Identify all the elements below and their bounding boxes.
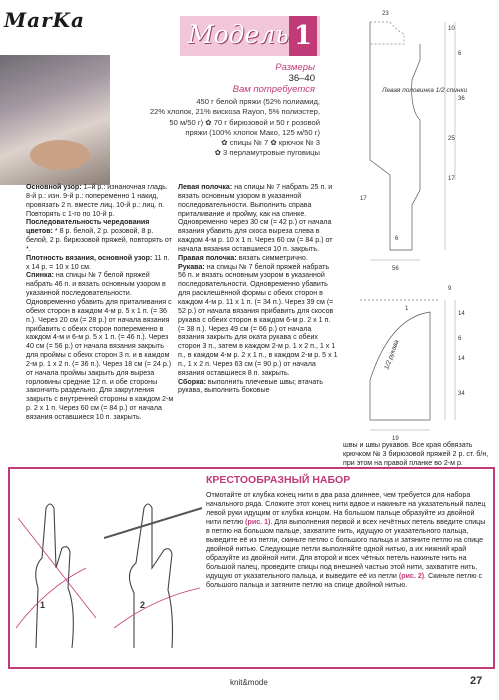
figure-2-ref: (рис. 2) xyxy=(398,572,425,580)
materials-line: 22% хлопок, 21% вискоза Rayon, 5% полиэстер, xyxy=(149,107,320,117)
schema-dim: 6 xyxy=(458,336,462,342)
column-1 xyxy=(26,183,174,422)
paragraph-heading: Сборка: xyxy=(178,377,208,386)
paragraph xyxy=(26,254,174,272)
figure-1-hands xyxy=(16,478,102,658)
materials-line: 50 м/50 г) ✿ 70 г бирюзовой и 50 г розовой xyxy=(169,117,320,127)
paragraph xyxy=(26,218,174,253)
pattern-schema xyxy=(330,0,499,460)
page-number: 27 xyxy=(470,675,483,687)
paragraph-text: на спицы № 7 набрать 25 п. и вязать основным узором в указанной последовательности. Выполнить справа приталивание и пройму, как на спинке. Одновременно через 30 см (= 42 р.) от начала вязания убавить для скоса выреза слева в каждом 4-м р. 10 х 1 п. Через 60 см (= 84 р.) от начала вязания оставшиеся 10 п. закрыть. xyxy=(178,183,333,253)
paragraph-heading: Последовательность чередования цветов: xyxy=(26,218,150,236)
column-2 xyxy=(178,183,338,395)
schema-dim: 14 xyxy=(458,356,465,362)
paragraph xyxy=(26,183,174,218)
back-label: Левая половинка 1/2 спинки xyxy=(382,87,468,94)
paragraph-text: вязать симметрично. xyxy=(238,253,308,262)
model-number: 1 xyxy=(289,16,317,56)
figure-2-number: 2 xyxy=(140,600,146,610)
figure-2-hands xyxy=(104,478,204,658)
magazine-logo: MarKa xyxy=(4,8,85,32)
paragraph xyxy=(178,254,338,263)
paragraph xyxy=(26,271,174,421)
schema-dim: 10 xyxy=(448,26,455,32)
paragraph-text: 11 п. х 14 р. = 10 х 10 см. xyxy=(26,253,170,271)
paragraph xyxy=(178,263,338,378)
schema-dim: 19 xyxy=(392,436,399,442)
model-label: Модель xyxy=(188,20,289,49)
schema-dim: 23 xyxy=(382,11,389,17)
need-heading: Вам потребуется xyxy=(232,84,315,95)
paragraph-heading: Спинка: xyxy=(26,271,56,280)
schema-dim: 17 xyxy=(360,196,367,202)
schema-dim: 14 xyxy=(458,311,465,317)
schema-dim: 34 xyxy=(458,391,465,397)
schema-dim: 1 xyxy=(405,306,409,312)
paragraph-heading: Основной узор: xyxy=(26,183,84,191)
schema-dim: 56 xyxy=(392,266,399,272)
schema-dim: 6 xyxy=(458,51,462,57)
figure-1-ref: (рис. 1) xyxy=(245,518,271,526)
schema-dim: 6 xyxy=(395,236,399,242)
paragraph-text: 1–й р.: изнаночная гладь. 8-й р.: изн. 9-й р.: попеременно 1 накид, провязать 2 п. вместе лиц. 10-й р.: лиц. п. Повторять с 1-го по 10-й р. xyxy=(26,183,168,218)
paragraph-text: на спицы № 7 белой пряжей набрать 46 п. и вязать основным узором в указанной последовательности. Одновременно убавить для приталивания с обеих сторон в каждом 4-м р. 5 х 1 п. (= 36 п.). Через 20 см (= 28 р.) от начала вязания прибавить с обеих сторон попеременно в каждом 4-м и 6-м р. 5 х 1 п. (= 46 п.). Через 40 см (= 56 р.) от начала вязания закрыть для проймы с обеих сторон 3 п. и в каждом 2-м р. 1 х 2 п. (= 36 п.). Через 18 см (= 24 р.) от начала проймы закрыть для выреза горловины средние 12 п. и обе стороны закончить раздельно. Для закругления закрыть с внутренней стороны в каждом 2-м р. 2 х 1 п. Через 60 см (= 84 р.) от начала вязания оставшиеся 10 п. закрыть. xyxy=(26,271,174,421)
technique-text-part: . Скиньте петлю с большого пальца и затяните петлю на спице двойной нитью. xyxy=(206,572,483,589)
paragraph-text: на спицы № 7 белой пряжей набрать 56 п. и вязать основным узором в указанной последовательности. Одновременно убавить для расклешённой формы с обеих сторон в каждом 4-м р. 11 х 1 п. (= 34 п.). Через 39 см (= 52 р.) от начала вязания прибавить для скосов рукава с обеих сторон в каждом 6-м р. 2 х 1 п. (= 38 п.). Через 49 см (= 66 р.) от начала вязания закрыть для оката рукава с обеих сторон 3 п., затем в каждом 2-м р. 1 х 2 п., 1 х 1 п., в каждом 4-м р. 2 х 1 п., в каждом 2-м р. 5 х 1 п., 1 х 2 п. Через 63 см (= 90 р.) от начала вязания оставшиеся 8 п. закрыть. xyxy=(178,262,338,377)
paragraph-heading: Плотность вязания, основной узор: xyxy=(26,253,155,262)
paragraph-heading: Левая полочка: xyxy=(178,183,235,191)
paragraph xyxy=(178,183,338,254)
schema-dim: 25 xyxy=(448,136,455,142)
technique-text xyxy=(206,491,488,590)
sizes-block xyxy=(185,62,315,95)
photo-detail xyxy=(30,140,90,170)
materials-line: ✿ спицы № 7 ✿ крючок № 3 xyxy=(221,138,320,148)
paragraph xyxy=(178,378,338,396)
technique-text-part: . Для выполнения первой и всех нечётных петель введите спицы в петлю на большом пальце, захватите нить, идущую от указательного пальца, выведите её из петли, скиньте петлю с большого пальца и затяните петлю на спице двойной нитью. Следующие петли выполняйте одной нитью, а их нижний край образуйте из двойной нити. Для второй и всех чётных петель накиньте нить на большой палец, проведите спицы под внешней частью этой нити, захватите нить, идущую от указательного пальца, и выведите её из петли xyxy=(206,518,486,580)
paragraph-text: * 8 р. белой, 2 р. розовой, 8 р. белой, 2 р. бирюзовой пряжей, повторять от *. xyxy=(26,227,172,253)
column-3: швы и швы рукавов. Все края обвязать крючком № 3 бирюзовой пряжей 2 р. ст. б/н, при этом на правой планке во 2-м р. xyxy=(343,441,489,467)
materials-line: 450 г белой пряжи (52% полиамид, xyxy=(196,97,320,106)
paragraph-heading: Рукава: xyxy=(178,262,207,271)
materials-line: ✿ 3 перламутровые пуговицы xyxy=(214,148,320,158)
sleeve-label: 1/2 рукава xyxy=(383,339,401,371)
materials-line: пряжи (100% хлопок Мако, 125 м/50 г) xyxy=(185,127,320,137)
schema-dim: 36 xyxy=(458,96,465,102)
schema-dim: 9 xyxy=(448,286,452,292)
sizes-values: 36–40 xyxy=(288,73,315,84)
technique-text-part: Отмотайте от клубка конец нити в два раза длиннее, чем требуется для набора начального ряда. Сложите этот конец нити вдвое и накиньте на указательный палец левой руки идущим от клубка концом. На большом пальце образуйте из двойной нити петлю xyxy=(206,491,486,526)
paragraph-heading: Правая полочка: xyxy=(178,253,239,262)
technique-title: КРЕСТООБРАЗНЫЙ НАБОР xyxy=(206,474,351,486)
paragraph-text: выполнить плечевые швы; втачать рукава, выполнить боковые xyxy=(178,377,323,395)
schema-dim: 17 xyxy=(448,176,455,182)
sizes-heading: Размеры xyxy=(275,62,315,73)
figure-1-number: 1 xyxy=(40,600,46,610)
footer-brand: knit&mode xyxy=(230,678,268,687)
materials-list xyxy=(110,97,320,159)
